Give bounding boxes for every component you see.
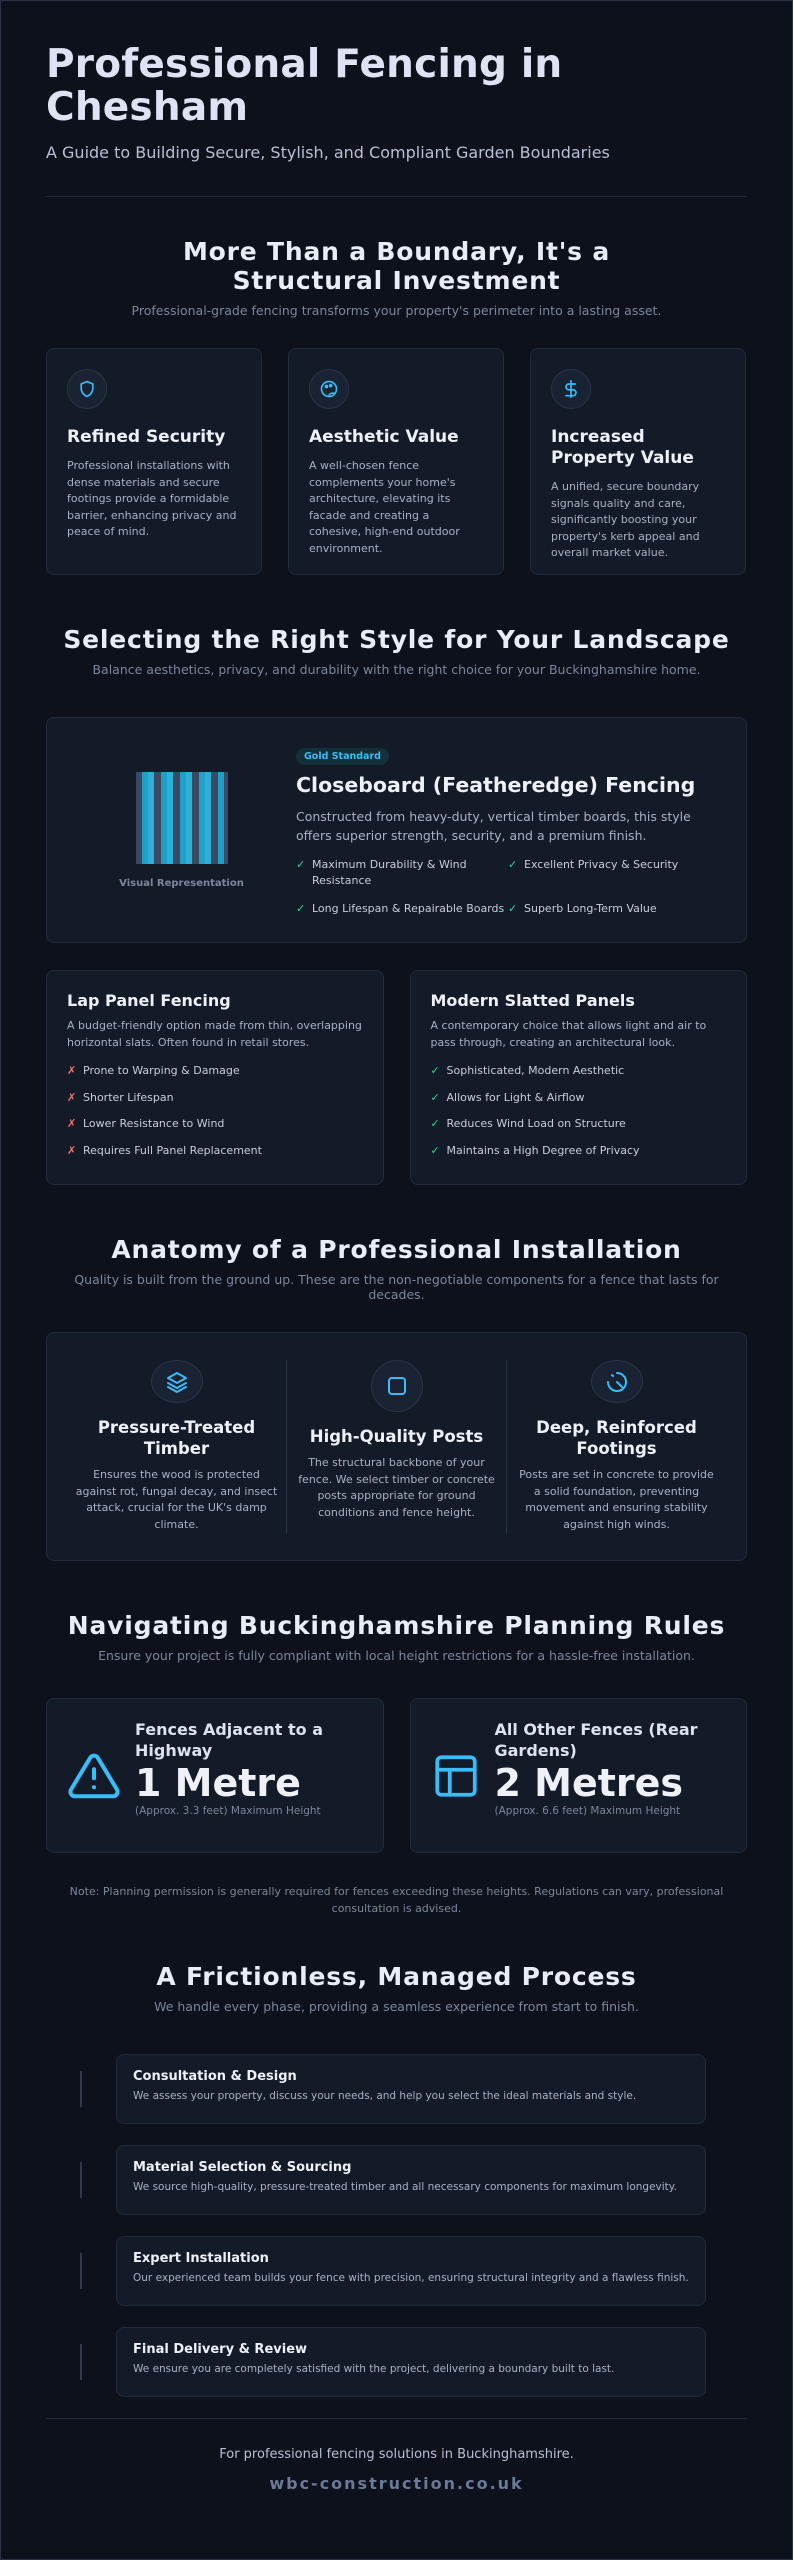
process-section — [46, 1962, 747, 2397]
anatomy-item — [286, 1360, 506, 1533]
gold-standard-badge: Gold Standard — [296, 748, 389, 765]
timeline-line — [80, 2162, 82, 2198]
planning-note: Note: Planning permission is generally required for fences exceeding these heights. Regulations can vary, professional consultation is advised. — [69, 1885, 724, 1915]
check-icon: ✓ — [296, 858, 306, 871]
step-text: We source high-quality, pressure-treated timber and all necessary components for maximum longevity. — [133, 2181, 677, 2193]
check-icon: ✓ — [430, 1064, 440, 1077]
layout-icon — [431, 1719, 481, 1832]
palette-icon — [309, 369, 349, 409]
section-title: A Frictionless, Managed Process — [156, 1962, 637, 1991]
section-subtitle: Quality is built from the ground up. These are the non-negotiable components for a fence that lasts for decades. — [74, 1272, 719, 1302]
step-text: Our experienced team builds your fence with precision, ensuring structural integrity and a flawless finish. — [133, 2272, 689, 2284]
anatomy-item — [67, 1360, 286, 1533]
style-title: Modern Slatted Panels — [430, 991, 635, 1010]
process-step — [46, 2236, 747, 2306]
feature-item: ✓ Long Lifespan & Repairable Boards — [296, 902, 505, 915]
square-icon — [371, 1360, 423, 1412]
style-description: A budget-friendly option made from thin, overlapping horizontal slats. Often found in retail stores. — [67, 1019, 362, 1049]
planning-title: Fences Adjacent to a Highway — [135, 1720, 324, 1760]
dollar-icon — [551, 369, 591, 409]
pro-item: ✓ Sophisticated, Modern Aesthetic — [430, 1064, 625, 1077]
step-text: We ensure you are completely satisfied with the project, delivering a boundary built to last. — [133, 2363, 615, 2375]
featured-features — [296, 857, 726, 917]
hero — [46, 1, 747, 197]
styles-section — [46, 625, 747, 1185]
check-icon: ✓ — [296, 902, 306, 915]
benefit-text: A well-chosen fence complements your home's architecture, elevating its facade and creating a cohesive, high-end outdoor environment. — [309, 459, 460, 555]
planning-card-highway — [46, 1698, 384, 1853]
gauge-icon — [591, 1360, 643, 1403]
feature-item: ✓ Maximum Durability & Wind Resistance — [296, 858, 467, 887]
feature-item: ✓ Excellent Privacy & Security — [508, 857, 720, 889]
benefit-card-security — [46, 348, 262, 575]
lap-panel-card — [46, 970, 384, 1185]
featured-title: Closeboard (Featheredge) Fencing — [296, 773, 696, 797]
timeline-line — [80, 2253, 82, 2289]
benefit-text: Professional installations with dense materials and secure footings provide a formidable barrier, enhancing privacy and peace of mind. — [67, 459, 237, 538]
planning-section — [46, 1611, 747, 1917]
step-title: Final Delivery & Review — [133, 2342, 308, 2357]
planning-sub: (Approx. 6.6 feet) Maximum Height — [494, 1805, 681, 1817]
style-title: Lap Panel Fencing — [67, 991, 231, 1010]
investment-section — [46, 237, 747, 575]
warning-icon — [67, 1719, 121, 1832]
style-description: A contemporary choice that allows light and air to pass through, creating an architectural look. — [430, 1019, 707, 1049]
anatomy-item — [506, 1360, 726, 1533]
section-title: Anatomy of a Professional Installation — [111, 1235, 682, 1264]
section-title: Navigating Buckinghamshire Planning Rules — [67, 1611, 726, 1640]
planning-sub: (Approx. 3.3 feet) Maximum Height — [135, 1805, 321, 1817]
featured-description: Constructed from heavy-duty, vertical timber boards, this style offers superior strength, security, and a premium finish. — [296, 809, 691, 843]
featured-style-card — [46, 717, 747, 943]
check-icon: ✓ — [430, 1090, 440, 1104]
benefit-card-value — [530, 348, 746, 575]
section-subtitle: Professional-grade fencing transforms your property's perimeter into a lasting asset. — [131, 303, 662, 318]
planning-title: All Other Fences (Rear Gardens) — [494, 1720, 698, 1760]
process-step — [46, 2327, 747, 2397]
benefit-card-aesthetic — [288, 348, 504, 575]
process-step — [46, 2054, 747, 2124]
check-icon: ✓ — [430, 1117, 440, 1130]
planning-value: 1 Metre — [135, 1761, 301, 1805]
con-item: ✗ Lower Resistance to Wind — [67, 1117, 225, 1130]
page-title: Professional Fencing in Chesham — [46, 42, 563, 130]
con-item: ✗ Prone to Warping & Damage — [67, 1064, 240, 1077]
anatomy-card — [46, 1332, 747, 1561]
pro-item: ✓ Reduces Wind Load on Structure — [430, 1117, 626, 1130]
footer-site-link[interactable]: wbc-construction.co.uk — [269, 2474, 524, 2493]
closeboard-fence-icon — [136, 772, 228, 864]
step-title: Expert Installation — [133, 2251, 269, 2266]
check-icon: ✓ — [508, 858, 518, 871]
anatomy-title: High-Quality Posts — [309, 1427, 484, 1446]
process-timeline — [46, 2054, 747, 2397]
section-title: More Than a Boundary, It's a Structural Investment — [182, 237, 611, 295]
visual-label: Visual Representation — [119, 877, 244, 889]
anatomy-section — [46, 1235, 747, 1561]
planning-card-other — [410, 1698, 748, 1853]
step-title: Consultation & Design — [133, 2069, 297, 2084]
anatomy-title: Deep, Reinforced Footings — [536, 1418, 697, 1458]
step-text: We assess your property, discuss your needs, and help you select the ideal materials and style. — [133, 2090, 637, 2102]
process-step — [46, 2145, 747, 2215]
benefit-text: A unified, secure boundary signals quality and care, significantly boosting your property's kerb appeal and overall market value. — [551, 480, 700, 559]
footer — [46, 2419, 747, 2493]
section-subtitle: We handle every phase, providing a seamless experience from start to finish. — [154, 1999, 639, 2014]
pro-item: ✓ Maintains a High Degree of Privacy — [430, 1143, 640, 1157]
benefit-title: Increased Property Value — [551, 427, 694, 468]
step-title: Material Selection & Sourcing — [133, 2160, 352, 2175]
anatomy-text: The structural backbone of your fence. We select timber or concrete posts appropriate for ground conditions and fence height. — [298, 1456, 495, 1519]
anatomy-text: Posts are set in concrete to provide a solid foundation, preventing movement and ensuring stability against high winds. — [519, 1468, 714, 1531]
timeline-line — [80, 2344, 82, 2380]
slatted-panel-card — [410, 970, 748, 1185]
check-icon: ✓ — [430, 1143, 440, 1157]
anatomy-title: Pressure-Treated Timber — [97, 1418, 256, 1458]
section-subtitle: Ensure your project is fully compliant with local height restrictions for a hassle-free installation. — [98, 1648, 695, 1663]
planning-value: 2 Metres — [494, 1761, 684, 1805]
section-subtitle: Balance aesthetics, privacy, and durability with the right choice for your Buckinghamshire home. — [92, 662, 701, 677]
cross-icon: ✗ — [67, 1143, 77, 1157]
section-title: Selecting the Right Style for Your Landscape — [63, 625, 730, 654]
fence-visual — [67, 718, 296, 942]
pro-item: ✓ Allows for Light & Airflow — [430, 1090, 585, 1104]
shield-icon — [67, 369, 107, 409]
benefit-title: Aesthetic Value — [309, 427, 459, 447]
check-icon: ✓ — [508, 902, 518, 915]
con-item: ✗ Shorter Lifespan — [67, 1090, 174, 1104]
cross-icon: ✗ — [67, 1117, 77, 1130]
page-subtitle: A Guide to Building Secure, Stylish, and Compliant Garden Boundaries — [46, 143, 610, 162]
con-item: ✗ Requires Full Panel Replacement — [67, 1143, 262, 1157]
cross-icon: ✗ — [67, 1064, 77, 1077]
cross-icon: ✗ — [67, 1090, 77, 1104]
timeline-line — [80, 2071, 82, 2107]
divider — [46, 196, 747, 197]
footer-text: For professional fencing solutions in Buckinghamshire. — [219, 2447, 574, 2462]
anatomy-text: Ensures the wood is protected against rot, fungal decay, and insect attack, crucial for the UK's damp climate. — [75, 1468, 278, 1531]
feature-item: ✓ Superb Long-Term Value — [508, 902, 657, 915]
benefit-title: Refined Security — [67, 427, 226, 447]
layers-icon — [151, 1360, 203, 1403]
